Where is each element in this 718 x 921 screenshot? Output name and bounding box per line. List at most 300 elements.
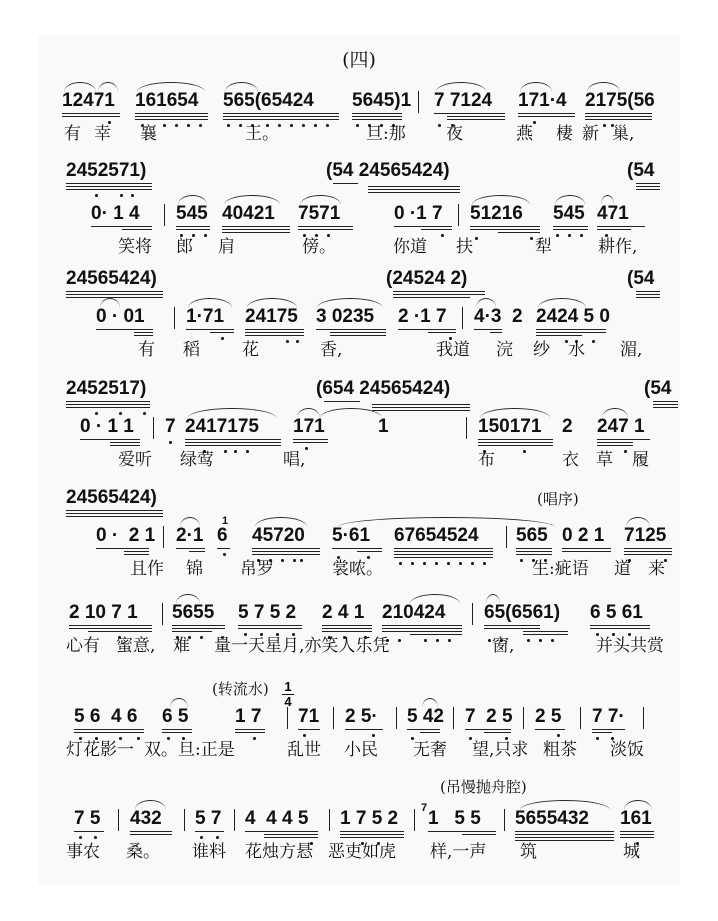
low-octave-dot [423, 562, 426, 565]
low-octave-dot [592, 340, 595, 343]
note-group: (24524 2) [386, 268, 468, 289]
underline [382, 625, 462, 626]
barline [329, 809, 330, 831]
underline [470, 229, 540, 230]
underline [185, 442, 281, 443]
lyric-text: 样,一声 [430, 842, 487, 862]
underline [62, 116, 120, 117]
low-octave-dot [523, 450, 526, 453]
low-octave-dot [326, 124, 329, 127]
low-octave-dot [169, 441, 172, 444]
underline [518, 113, 575, 114]
low-octave-dot [303, 734, 306, 737]
low-octave-dot [441, 234, 444, 237]
note-group: 40421 [222, 203, 275, 224]
underline [245, 335, 304, 336]
underline [624, 554, 672, 555]
underline [245, 329, 304, 330]
low-octave-dot [527, 639, 530, 642]
underline [134, 332, 153, 333]
low-octave-dot [580, 234, 583, 237]
low-octave-dot [551, 639, 554, 642]
lyric-text: 襄 [140, 124, 157, 144]
lyric-text: 傍。 [302, 237, 336, 257]
lyric-text: 来 [648, 559, 665, 579]
underline [172, 625, 225, 626]
low-octave-dot [94, 836, 97, 839]
low-octave-dot [223, 553, 226, 556]
underline [135, 119, 208, 120]
lyric-text: 量一天星月,亦笑人乐凭 [214, 636, 390, 656]
note-group: 24175 [245, 306, 298, 327]
lyric-text: 无奢 [413, 740, 447, 760]
underline [293, 439, 328, 440]
note-group: 2·1 [176, 525, 204, 546]
lyric-text: 旦:那 [366, 124, 406, 144]
underline [636, 183, 660, 184]
low-octave-dot [530, 237, 533, 240]
underline [636, 186, 660, 187]
low-octave-dot [253, 737, 256, 740]
underline [88, 631, 152, 632]
note-group: 161654 [135, 90, 199, 111]
underline [172, 631, 212, 632]
underline [124, 551, 149, 552]
note-group: 24565424) [66, 487, 157, 508]
underline [210, 332, 234, 333]
low-octave-dot [200, 836, 203, 839]
low-octave-dot [137, 737, 140, 740]
lyric-text: 笑将 [118, 237, 152, 257]
underline [316, 329, 386, 330]
note-group: 247 1 [597, 416, 645, 437]
lyric-text: 我道 [436, 340, 470, 360]
lyric-text: 花 [242, 340, 259, 360]
lyric-text: 蜜意, [116, 636, 156, 656]
lyric-text: 心有 [66, 636, 100, 656]
note-group: 5655 [172, 602, 215, 623]
lyric-text: 履 [632, 450, 649, 470]
lyric-text: 湄, [620, 340, 643, 360]
note-group: 24565424) [66, 268, 157, 289]
lyric-text: 淡饭 [610, 740, 644, 760]
lyric-text: 小民 [344, 740, 378, 760]
underline [368, 189, 460, 190]
underline [66, 291, 163, 292]
low-octave-dot [398, 639, 401, 642]
low-octave-dot [372, 734, 375, 737]
note-group: 0 · 01 [96, 306, 145, 327]
low-octave-dot [568, 234, 571, 237]
lyric-text: 棲 [556, 124, 573, 144]
underline [91, 226, 152, 227]
note-group: 5 7 5 2 [238, 602, 297, 623]
underline [130, 831, 172, 832]
low-octave-dot [79, 836, 82, 839]
underline [372, 404, 470, 405]
underline [222, 229, 290, 230]
underline [620, 837, 654, 838]
low-octave-dot [95, 412, 98, 415]
underline [434, 113, 505, 114]
lyric-text: 城 [623, 842, 640, 862]
note-group: 2175(56 [585, 90, 655, 111]
low-octave-dot [296, 340, 299, 343]
underline [478, 439, 553, 440]
underline [484, 628, 540, 629]
note-group: 0 ·1 7 [394, 203, 443, 224]
underline [490, 332, 502, 333]
barline [174, 307, 175, 329]
underline [478, 445, 553, 446]
barline [162, 603, 163, 625]
lyric-text: 桑。 [126, 842, 160, 862]
note-group: 51216 [470, 203, 523, 224]
note-group: (54 24565424) [326, 160, 450, 181]
underline [498, 232, 540, 233]
low-octave-dot [224, 450, 227, 453]
barline [287, 707, 288, 729]
time-signature-numerator: 1 [282, 680, 294, 695]
barline [234, 809, 235, 831]
underline [590, 625, 650, 626]
lyric-text: 粗茶 [543, 740, 577, 760]
underline [69, 628, 152, 629]
note-group: 0 · 2 1 [96, 525, 156, 546]
underline [235, 729, 265, 730]
low-octave-dot [216, 836, 219, 839]
note-group: 7125 [624, 525, 667, 546]
lyric-text: 筑 [520, 842, 537, 862]
note-group: 4 4 4 5 [245, 808, 309, 829]
barline [472, 603, 473, 625]
underline [636, 291, 660, 292]
low-octave-dot [163, 124, 166, 127]
barline [163, 526, 164, 548]
underline [515, 834, 614, 835]
underline [122, 229, 152, 230]
underline [340, 831, 404, 832]
underline [352, 116, 402, 117]
underline [66, 186, 152, 187]
underline [110, 442, 140, 443]
note-group: 5 6 4 6 [74, 706, 138, 727]
underline [624, 548, 672, 549]
underline [420, 732, 440, 733]
underline [322, 628, 372, 629]
underline [592, 732, 612, 733]
underline [624, 551, 672, 552]
low-octave-dot [624, 450, 627, 453]
note-group: 2 10 7 1 [69, 602, 138, 623]
underline [398, 329, 456, 330]
underline [585, 113, 652, 114]
note-group: 5 42 [407, 706, 444, 727]
note-group: 2 [512, 306, 523, 327]
lyric-text: 锦 [186, 559, 203, 579]
underline [189, 551, 205, 552]
grace-note: 1 [222, 515, 229, 527]
low-octave-dot [475, 237, 478, 240]
note-group: 7 5 [74, 808, 101, 829]
underline [516, 551, 552, 552]
low-octave-dot [221, 337, 224, 340]
underline [462, 834, 496, 835]
performance-annotation: (吊慢抛舟腔) [440, 778, 527, 796]
underline [590, 628, 650, 629]
underline [245, 831, 318, 832]
low-octave-dot [143, 412, 146, 415]
underline [585, 116, 652, 117]
barline [153, 417, 154, 439]
underline [195, 831, 224, 832]
underline [80, 439, 140, 440]
low-octave-dot [556, 234, 559, 237]
low-octave-dot [459, 562, 462, 565]
underline [515, 831, 614, 832]
underline [592, 729, 625, 730]
underline [620, 834, 654, 835]
note-group: 67654524 [394, 525, 479, 546]
low-octave-dot [281, 559, 284, 562]
note-group: 5 7 [195, 808, 222, 829]
lyric-text: 谁料 [192, 842, 226, 862]
note-group: 565 [516, 525, 548, 546]
underline [393, 291, 485, 292]
underline [597, 226, 645, 227]
low-octave-dot [435, 562, 438, 565]
note-group: 2 [562, 416, 573, 437]
low-octave-dot [227, 124, 230, 127]
underline [238, 628, 302, 629]
note-group: 7 7124 [434, 90, 493, 111]
lyric-text: 且作 [130, 559, 164, 579]
lyric-text: 唱, [283, 450, 306, 470]
low-octave-dot [533, 121, 536, 124]
note-group: 171 [293, 416, 325, 437]
underline [562, 548, 611, 549]
underline [653, 401, 678, 402]
lyric-text: 燕 [516, 124, 533, 144]
underline [110, 445, 140, 446]
underline [653, 404, 678, 405]
underline [66, 513, 163, 514]
note-group: 7571 [298, 203, 341, 224]
underline [447, 116, 505, 117]
note-group: 150171 [478, 416, 542, 437]
note-group: 2452571) [66, 160, 147, 181]
underline [536, 332, 606, 333]
note-group: 7 [165, 416, 176, 437]
barline [396, 707, 397, 729]
underline [597, 229, 631, 230]
note-group: 545 [176, 203, 208, 224]
low-octave-dot [95, 194, 98, 197]
lyric-text: 并头共赏 [596, 636, 664, 656]
underline [553, 226, 588, 227]
low-octave-dot [557, 734, 560, 737]
note-group: 565(65424 [223, 90, 314, 111]
lyric-text: 双。旦:正是 [144, 740, 235, 760]
underline [130, 834, 172, 835]
underline [176, 548, 205, 549]
low-octave-dot [286, 340, 289, 343]
underline [185, 439, 281, 440]
lyric-text: 花烛方悬 [245, 842, 313, 862]
underline [620, 831, 654, 832]
barline [523, 707, 524, 729]
low-octave-dot [399, 562, 402, 565]
low-octave-dot [131, 194, 134, 197]
underline [553, 229, 588, 230]
low-octave-dot [200, 636, 203, 639]
underline [223, 113, 339, 114]
lyric-text: 王。 [245, 124, 279, 144]
underline [330, 332, 386, 333]
lyric-text: 耕作, [598, 237, 638, 257]
lyric-text: 稻 [183, 340, 200, 360]
underline [264, 834, 318, 835]
underline [223, 116, 339, 117]
underline [484, 732, 511, 733]
underline [324, 401, 360, 402]
lyric-text: 香, [320, 340, 343, 360]
low-octave-dot [199, 124, 202, 127]
underline [298, 226, 353, 227]
note-group: (654 24565424) [316, 378, 451, 399]
underline [518, 116, 575, 117]
underline [74, 732, 144, 733]
underline [293, 442, 328, 443]
underline [585, 119, 652, 120]
low-octave-dot [424, 639, 427, 642]
underline [536, 329, 606, 330]
note-group: 432 [130, 808, 162, 829]
lyric-text: 衣 [562, 450, 579, 470]
underline [162, 732, 192, 733]
low-octave-dot [119, 412, 122, 415]
underline [372, 410, 470, 411]
underline [394, 548, 493, 549]
underline [516, 548, 552, 549]
underline [62, 113, 120, 114]
low-octave-dot [448, 639, 451, 642]
lyric-text: 恶吏如虎 [328, 842, 396, 862]
underline [66, 183, 152, 184]
underline [345, 729, 383, 730]
note-group: 5·61 [332, 525, 371, 546]
low-octave-dot [246, 450, 249, 453]
low-octave-dot [520, 559, 523, 562]
low-octave-dot [300, 559, 303, 562]
low-octave-dot [488, 639, 491, 642]
lyric-text: 有 [64, 124, 81, 144]
low-octave-dot [305, 447, 308, 450]
performance-annotation: (唱序) [537, 490, 579, 508]
underline [322, 625, 372, 626]
note-group: 2 5 [535, 706, 562, 727]
low-octave-dot [175, 124, 178, 127]
lyric-text: 爱听 [118, 450, 152, 470]
note-group: 4·3 [474, 306, 502, 327]
lyric-text: 水 [568, 340, 585, 360]
lyric-text: 扶 [456, 237, 473, 257]
note-group: 5645)1 [352, 90, 412, 111]
note-group: 3 0235 [316, 306, 375, 327]
lyric-text: 幸 [94, 124, 111, 144]
underline [74, 729, 144, 730]
note-group: 0· 1 4 [91, 203, 140, 224]
underline [357, 551, 382, 552]
note-group: 0 · 1 1 [80, 416, 134, 437]
grace-note: 7 [421, 802, 428, 814]
underline [96, 548, 149, 549]
underline [636, 297, 660, 298]
underline [252, 554, 320, 555]
barline [184, 809, 185, 831]
low-octave-dot [356, 124, 359, 127]
lyric-text: 犁 [535, 237, 552, 257]
underline [393, 294, 485, 295]
underline [535, 729, 565, 730]
barline [504, 809, 505, 831]
low-octave-dot [293, 559, 296, 562]
note-group: 2417175 [185, 416, 259, 437]
underline [66, 404, 150, 405]
lyric-text: 裳哝。 [332, 559, 383, 579]
underline [523, 631, 568, 632]
lyric-text: 夜 [446, 124, 463, 144]
underline [330, 335, 386, 336]
low-octave-dot [411, 562, 414, 565]
note-group: 1 7 5 2 [340, 808, 399, 829]
lyric-text: 帛罗 [240, 559, 274, 579]
note-group: 2452517) [66, 378, 147, 399]
underline [394, 554, 493, 555]
underline [478, 442, 553, 443]
underline [636, 189, 660, 190]
lyric-text: 草 [596, 450, 613, 470]
underline [394, 226, 452, 227]
underline [162, 729, 192, 730]
lyric-text: 浣 [496, 340, 513, 360]
underline [368, 192, 460, 193]
underline [223, 119, 339, 120]
low-octave-dot [204, 234, 207, 237]
underline [66, 510, 163, 511]
underline [484, 625, 540, 626]
underline [428, 831, 496, 832]
note-group: 7 7· [592, 706, 625, 727]
low-octave-dot [447, 562, 450, 565]
underline [636, 294, 660, 295]
note-group: 1 5 5 [428, 808, 481, 829]
barline [453, 707, 454, 729]
barline [333, 707, 334, 729]
low-octave-dot [471, 562, 474, 565]
note-group: 210424 [382, 602, 446, 623]
lyric-text: 你道 [393, 237, 427, 257]
underline [245, 332, 304, 333]
lyric-text: 肩 [218, 237, 235, 257]
low-octave-dot [436, 639, 439, 642]
underline [536, 335, 582, 336]
low-octave-dot [603, 124, 606, 127]
underline [515, 840, 614, 841]
underline [653, 407, 678, 408]
underline [368, 186, 460, 187]
lyric-text: 道 [614, 559, 631, 579]
